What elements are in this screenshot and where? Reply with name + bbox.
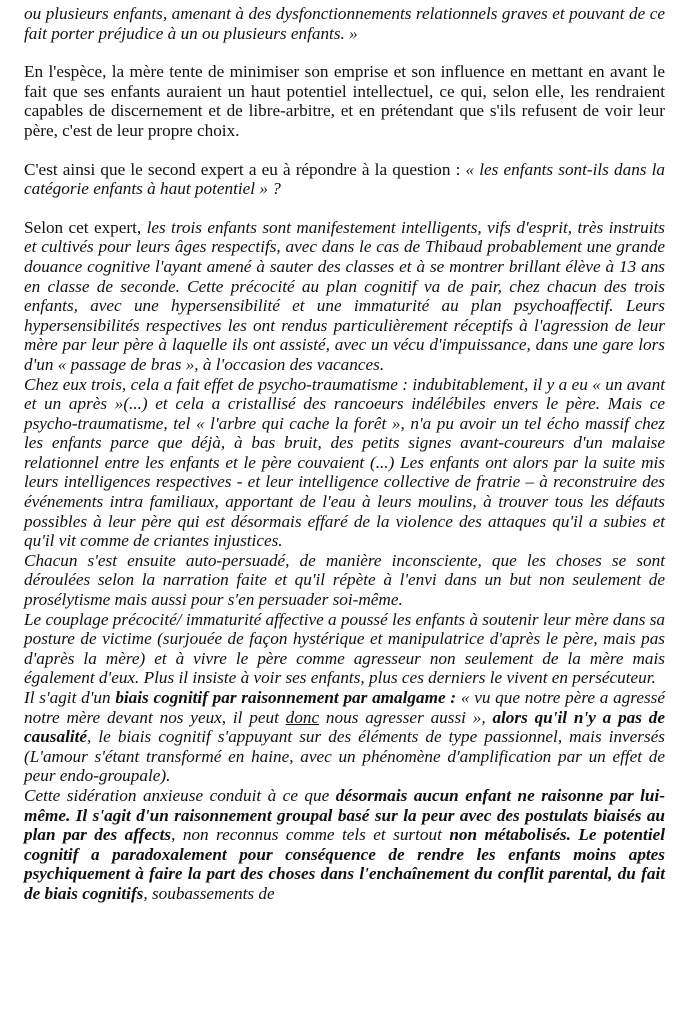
paragraph-text: nous agresser aussi », xyxy=(319,707,493,727)
paragraph-text: , le biais cognitif s'appuyant sur des éléments de type passionnel, mais inversés (L'amour s'étant transformé en haine, avec un phénomène d'amplification par un effet de peur endo-groupale). xyxy=(24,727,665,786)
expert-quote: les trois enfants sont manifestement intelligents, vifs d'esprit, très instruits et cultivés pour leurs âges respectifs, avec dans le cas de Thibaud probablement une grande douance cognitive l'ayant amené à sauter des classes et à se montrer brillant élève à 13 ans en classe de seconde. Cette précocité au plan cognitif va de pair, chez chacun des trois enfants, avec une hypersensibilité et une immaturité au plan psychoaffectif. Leurs hypersensibilités respectives les ont rendus particulièrement réceptifs à l'agression de leur mère par leur père à laquelle ils ont assisté, avec un vécu d'impuissance, dans une gare lors d'un « passage de bras », à l'occasion des vacances. xyxy=(24,217,665,374)
paragraph-text: C'est ainsi que le second expert a eu à répondre à la question : xyxy=(24,159,466,179)
paragraph-text: ou plusieurs enfants, amenant à des dysfonctionnements relationnels graves et pouvant de ce fait porter préjudice à un ou plusieurs enfants. » xyxy=(24,4,665,43)
paragraph-text: Chacun s'est ensuite auto-persuadé, de manière inconsciente, que les choses se sont déroulées selon la narration faite et qu'il répète à l'envi dans un but non seulement de prosélytisme mais aussi pour s'en persuader soi-même. xyxy=(24,550,665,610)
paragraph-text: Cette sidération anxieuse conduit à ce que xyxy=(24,785,336,805)
underlined-word: donc xyxy=(285,707,320,727)
paragraph-expert-opinion xyxy=(24,218,665,375)
paragraph-mother-influence xyxy=(24,62,665,140)
paragraph-expert-question xyxy=(24,160,665,199)
paragraph-text: Il s'agit d'un xyxy=(24,688,116,707)
bold-phrase: alors qu'il n'y a pas de causalité xyxy=(24,707,665,747)
bold-phrase: non métabolisés. Le potentiel cognitif a paradoxalement pour conséquence de rendre les enfants moins aptes psychiquement à faire la part des choses dans l'enchaînement du conflit parental, du fait de biais cognitifs xyxy=(24,825,665,903)
paragraph-text: En l'espèce, la mère tente de minimiser son emprise et son influence en mettant en avant le fait que ses enfants auraient un haut potentiel intellectuel, ce qui, selon elle, les rendraient capables de discernement et de libre-arbitre, et en prétendant que s'ils refusent de voir leur père, c'est de leur propre choix. xyxy=(24,62,665,140)
paragraph-text: , soubassements de xyxy=(143,883,275,903)
bold-phrase: biais cognitif par raisonnement par amalgame : xyxy=(115,688,457,707)
paragraph-text: Le couplage précocité/ immaturité affective a poussé les enfants à soutenir leur mère dans sa posture de victime (surjouée de façon hystérique et manipulatrice d'après le père, mais pas d'après la mère) et à vivre le père comme agresseur non seulement de la mère mais également d'eux. Plus il insiste à voir ses enfants, plus ces derniers le vivent en persécuteur. xyxy=(24,609,665,688)
paragraph-cognitive-bias xyxy=(24,688,665,786)
paragraph-coupling xyxy=(24,610,665,688)
paragraph-text: Chez eux trois, cela a fait effet de psycho-traumatisme : indubitablement, il y a eu « un avant et un après »(...) et cela a cristallisé des rancoeurs indélébiles envers le père. Mais ce psycho-traumatisme, tel « l'arbre qui cache la forêt », n'a pu avoir un tel écho massif chez les enfants parce que déjà, à bas bruit, des petits signes avant-coureurs d'un malaise relationnel entre les enfants et le père couvaient (...) Les enfants ont alors par la suite mis leurs intelligences respectives - et leur intelligence collective de fratrie – à reconstruire des événements intra familiaux, apportant de l'eau à leurs moulins, à trouver tous les défauts possibles à leur père qui est désormais effaré de la violence des attaques qu'il a subies et qu'il vit comme de criantes injustices. xyxy=(24,374,665,551)
paragraph-text: Selon cet expert, xyxy=(24,217,147,237)
bold-phrase: désormais aucun enfant ne raisonne par lui-même. Il s'agit d'un raisonnement groupal basé sur la peur avec des postulats biaisés au plan par des affects xyxy=(24,785,665,845)
paragraph-psycho-trauma xyxy=(24,375,665,551)
paragraph-quote-end xyxy=(24,4,665,43)
paragraph-text: , non reconnus comme tels et surtout xyxy=(171,825,450,845)
paragraph-text: « vu que notre père a agressé notre mère devant nos yeux, il peut xyxy=(24,688,665,727)
paragraph-anxious-sideration xyxy=(24,786,665,904)
paragraph-auto-persuasion xyxy=(24,551,665,610)
question-quote: « les enfants sont-ils dans la catégorie enfants à haut potentiel » ? xyxy=(24,159,665,199)
